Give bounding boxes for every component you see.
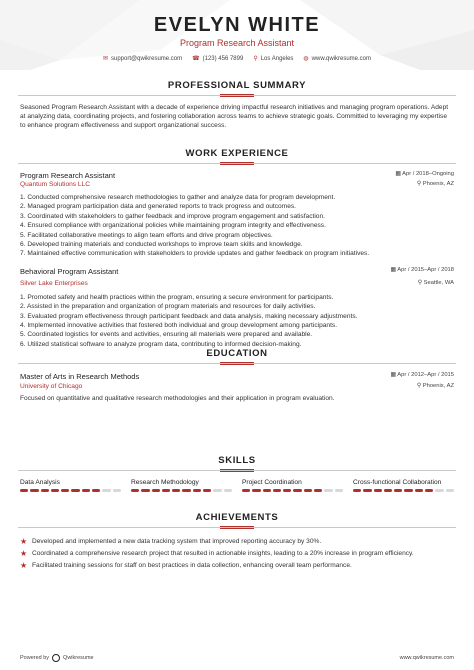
list-item: 1. Conducted comprehensive research methodologies to gather and analyze data for program development. — [20, 194, 336, 201]
resume-header — [0, 0, 474, 62]
map-pin-icon: ⚲ — [416, 383, 423, 389]
contact-line — [0, 55, 474, 62]
list-item: ★ Developed and implemented a new data tracking system that improved reporting accuracy by 30%. — [20, 537, 322, 546]
list-item: 7. Maintained effective communication with stakeholders to provide updates and gather feedback on program initiatives. — [20, 250, 370, 258]
job-company: Quantum Solutions LLC — [20, 181, 91, 188]
list-item: 4. Implemented innovative activities that fostered both individual and group development among participants. — [20, 322, 338, 330]
skill-level-segment — [435, 489, 443, 492]
skill-level-segment — [162, 489, 170, 492]
skill-level-bar — [353, 489, 454, 492]
education-heading: EDUCATION — [18, 348, 456, 364]
skills-list — [0, 479, 474, 492]
map-pin-icon: ⚲ — [416, 181, 423, 187]
summary-text: Seasoned Program Research Assistant with a decade of experience driving impactful research initiatives and managing program operations. Adept at analyzing data, coordinating projects, and fostering collaboration across teams to achieve strategic goals. Committed to leveraging my expertise to enhance program effectiveness and support organizational success. — [20, 104, 449, 129]
skill-level-segment — [203, 489, 211, 492]
skill-level-segment — [30, 489, 38, 492]
skill-name: Project Coordination — [242, 479, 302, 486]
job-title: Program Research Assistant — [20, 171, 116, 180]
skill-item — [20, 479, 121, 492]
contact-phone: ☎ (123) 456 7899 — [192, 56, 244, 62]
skill-level-segment — [283, 489, 291, 492]
list-item: 5. Facilitated collaborative meetings to align team efforts and drive program objectives. — [20, 231, 273, 239]
education-entry — [0, 372, 474, 403]
skill-name: Research Methodology — [131, 479, 199, 486]
experience-section — [0, 148, 474, 349]
skill-level-segment — [224, 489, 232, 492]
map-pin-icon: ⚲ — [253, 56, 258, 62]
education-location: ⚲ Phoenix, AZ — [416, 383, 454, 389]
skill-level-segment — [415, 489, 423, 492]
skill-level-segment — [141, 489, 149, 492]
job-bullets — [0, 193, 474, 259]
skill-level-segment — [82, 489, 90, 492]
skill-level-segment — [304, 489, 312, 492]
list-item: 3. Coordinated with stakeholders to gather feedback and improve program engagement and satisfaction. — [20, 212, 325, 220]
education-description: Focused on quantitative and qualitative research methodologies and their application in program evaluation. — [20, 395, 335, 402]
skill-level-segment — [71, 489, 79, 492]
skill-level-segment — [51, 489, 59, 492]
qwikresume-logo-icon — [52, 654, 60, 662]
achievements-section — [0, 512, 474, 574]
job-company: Silver Lake Enterprises — [20, 279, 88, 287]
list-item: 3. Evaluated program effectiveness through participant feedback and data analysis, making necessary adjustments. — [20, 312, 358, 320]
list-item: 4. Ensured compliance with organizational policies while maintaining program integrity and effectiveness. — [20, 222, 326, 230]
job-title: Behavioral Program Assistant — [20, 266, 119, 276]
skill-level-segment — [242, 489, 250, 492]
skill-level-segment — [335, 489, 343, 492]
skill-level-segment — [213, 489, 221, 492]
skill-level-segment — [172, 489, 180, 492]
skill-level-segment — [404, 489, 412, 492]
globe-icon: ◍ — [303, 56, 309, 62]
job-bullets — [0, 293, 474, 349]
skill-level-segment — [182, 489, 190, 492]
achievements-list — [0, 537, 474, 571]
skill-item — [131, 479, 232, 492]
degree: Master of Arts in Research Methods — [20, 372, 140, 381]
skill-level-bar — [242, 489, 343, 492]
skill-level-segment — [446, 489, 454, 492]
skill-level-bar — [20, 489, 121, 492]
list-item: ★ Facilitated training sessions for staff on best practices in data collection, enhancing overall team performance. — [20, 561, 352, 571]
skill-level-segment — [263, 489, 271, 492]
footer-website[interactable]: www.qwikresume.com — [399, 655, 454, 661]
map-pin-icon: ⚲ — [417, 279, 424, 286]
skill-item — [353, 479, 454, 492]
contact-email[interactable]: ✉ support@qwikresume.com — [102, 56, 183, 62]
skill-level-bar — [131, 489, 232, 492]
skill-level-segment — [425, 489, 433, 492]
footer-brand: Powered by Qwikresume — [20, 655, 94, 661]
skills-heading: SKILLS — [18, 455, 456, 471]
job-location: ⚲ Phoenix, AZ — [416, 181, 454, 187]
candidate-name: EVELYN WHITE — [153, 14, 321, 36]
list-item: 5. Coordinated logistics for events and activities, ensuring all materials were prepared and available. — [20, 331, 313, 339]
experience-heading: WORK EXPERIENCE — [18, 148, 456, 164]
star-icon: ★ — [20, 549, 28, 559]
page-footer — [20, 654, 454, 662]
skill-name: Data Analysis — [20, 479, 60, 486]
skill-level-segment — [384, 489, 392, 492]
summary-section — [0, 80, 474, 130]
skill-level-segment — [293, 489, 301, 492]
star-icon: ★ — [20, 537, 28, 546]
skill-level-segment — [363, 489, 371, 492]
list-item: 2. Managed program participation data and generated reports to track progress and outcomes. — [20, 203, 297, 211]
calendar-icon: ▦ — [390, 372, 398, 378]
envelope-icon: ✉ — [102, 56, 108, 62]
achievements-heading: ACHIEVEMENTS — [18, 512, 456, 528]
skill-level-segment — [324, 489, 332, 492]
calendar-icon: ▦ — [390, 266, 398, 273]
skill-level-segment — [193, 489, 201, 492]
skill-level-segment — [20, 489, 28, 492]
skill-level-segment — [113, 489, 121, 492]
list-item: 1. Promoted safety and health practices within the program, ensuring a secure environment for participants. — [20, 293, 334, 301]
school: University of Chicago — [20, 383, 83, 390]
contact-website[interactable]: ◍ www.qwikresume.com — [303, 56, 372, 62]
list-item: 6. Developed training materials and conducted workshops to improve team skills and knowledge. — [20, 241, 303, 249]
skills-section — [0, 455, 474, 492]
skill-level-segment — [353, 489, 361, 492]
skill-name: Cross-functional Collaboration — [353, 479, 442, 486]
list-item: 2. Assisted in the preparation and organization of program materials and resources for daily activities. — [20, 303, 316, 311]
summary-heading: PROFESSIONAL SUMMARY — [18, 80, 456, 96]
skill-level-segment — [41, 489, 49, 492]
skill-level-segment — [273, 489, 281, 492]
contact-location: ⚲ Los Angeles — [253, 56, 294, 62]
skill-level-segment — [131, 489, 139, 492]
calendar-icon: ▦ — [395, 171, 403, 177]
job-entry — [0, 267, 474, 349]
job-entry — [0, 171, 474, 259]
skill-level-segment — [394, 489, 402, 492]
skill-level-segment — [252, 489, 260, 492]
education-section — [0, 348, 474, 403]
job-location: ⚲ Seattle, WA — [417, 279, 454, 286]
skill-level-segment — [61, 489, 69, 492]
skill-level-segment — [152, 489, 160, 492]
list-item: 6. Utilized statistical software to analyze program data, contributing to informed decision-making. — [20, 340, 302, 348]
skill-level-segment — [374, 489, 382, 492]
candidate-title: Program Research Assistant — [179, 38, 295, 48]
list-item: ★ Coordinated a comprehensive research project that resulted in actionable insights, leading to a 20% increase in program efficiency. — [20, 549, 414, 559]
skill-level-segment — [314, 489, 322, 492]
education-dates: ▦ Apr / 2012–Apr / 2015 — [390, 372, 454, 378]
skill-level-segment — [92, 489, 100, 492]
job-dates: ▦ Apr / 2018–Ongoing — [395, 171, 454, 177]
job-dates: ▦ Apr / 2015–Apr / 2018 — [390, 266, 454, 273]
skill-level-segment — [102, 489, 110, 492]
skill-item — [242, 479, 343, 492]
star-icon: ★ — [20, 561, 28, 571]
phone-icon: ☎ — [192, 56, 200, 62]
